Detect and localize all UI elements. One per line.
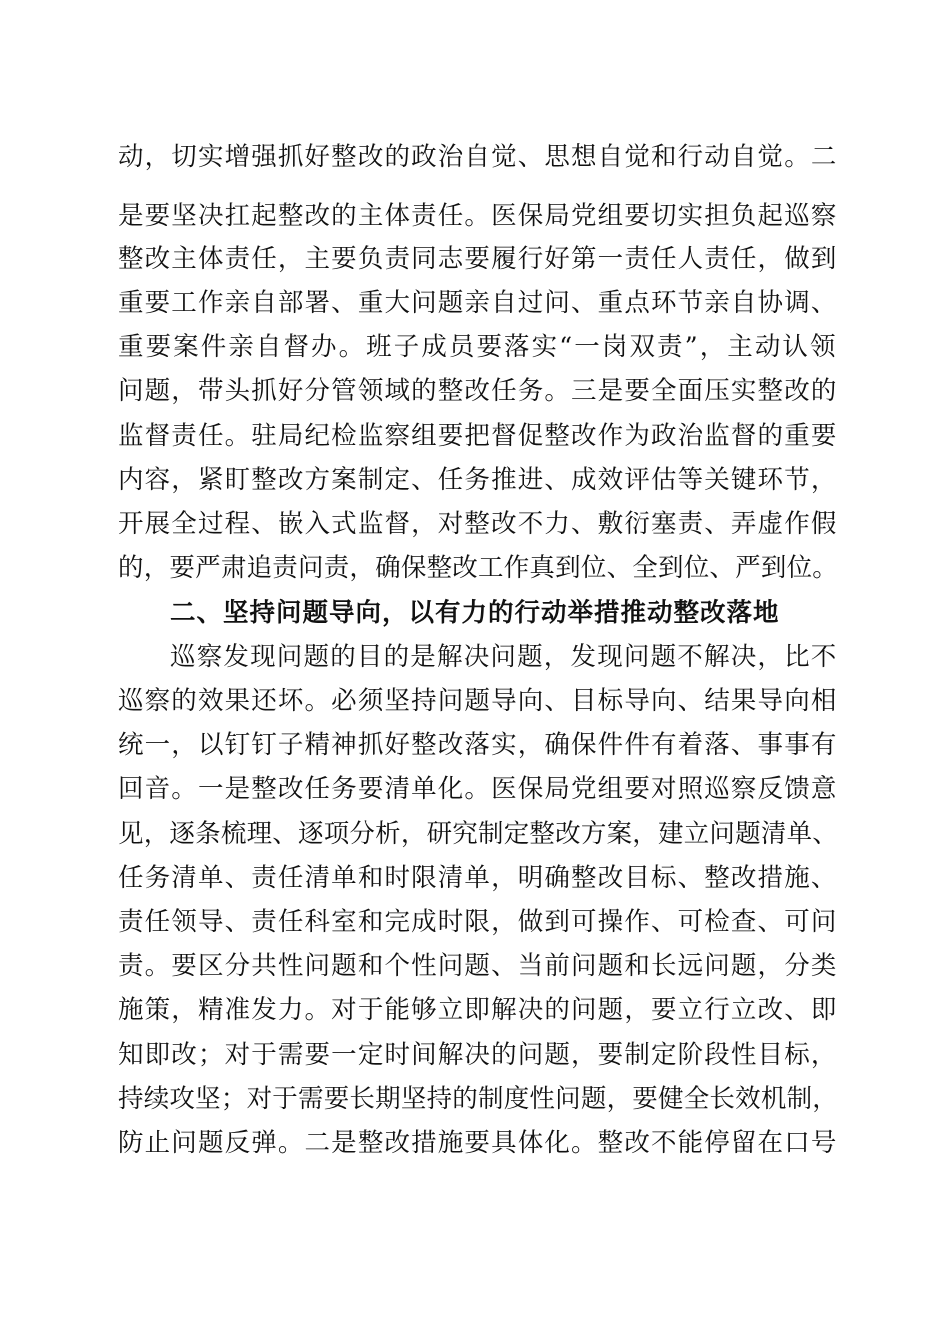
paragraph-2-line-12: 防止问题反弹。二是整改措施要具体化。整改不能停留在口号 bbox=[118, 1128, 838, 1158]
paragraph-2-line-11: 持续攻坚；对于需要长期坚持的制度性问题，要健全长效机制， bbox=[118, 1084, 839, 1114]
paragraph-1-line-9: 开展全过程、嵌入式监督，对整改不力、敷衍塞责、弄虚作假 bbox=[118, 509, 838, 539]
paragraph-1-line-10: 的，要严肃追责问责，确保整改工作真到位、全到位、严到位。 bbox=[118, 553, 839, 583]
paragraph-1-line-8: 内容，紧盯整改方案制定、任务推进、成效评估等关键环节， bbox=[118, 465, 838, 495]
paragraph-1-line-5: 重要案件亲自督办。班子成员要落实“一岗双责”，主动认领 bbox=[118, 332, 838, 362]
paragraph-2-line-9: 施策，精准发力。对于能够立即解决的问题，要立行立改、即 bbox=[118, 995, 838, 1025]
paragraph-2-line-3: 统一，以钉钉子精神抓好整改落实，确保件件有着落、事事有 bbox=[118, 730, 838, 760]
paragraph-2-line-4: 回音。一是整改任务要清单化。医保局党组要对照巡察反馈意 bbox=[118, 774, 838, 804]
paragraph-1-line-1: 动，切实增强抓好整改的政治自觉、思想自觉和行动自觉。二 bbox=[118, 142, 838, 172]
paragraph-2-line-6: 任务清单、责任清单和时限清单，明确整改目标、整改措施、 bbox=[118, 863, 838, 893]
paragraph-1-line-7: 监督责任。驻局纪检监察组要把督促整改作为政治监督的重要 bbox=[118, 421, 838, 451]
section-heading: 二、坚持问题导向，以有力的行动举措推动整改落地 bbox=[170, 598, 780, 628]
paragraph-2-line-1: 巡察发现问题的目的是解决问题，发现问题不解决，比不 bbox=[170, 642, 838, 672]
paragraph-1-line-2: 是要坚决扛起整改的主体责任。医保局党组要切实担负起巡察 bbox=[118, 201, 838, 231]
paragraph-2-line-7: 责任领导、责任科室和完成时限，做到可操作、可检查、可问 bbox=[118, 907, 838, 937]
paragraph-2-line-8: 责。要区分共性问题和个性问题、当前问题和长远问题，分类 bbox=[118, 951, 838, 981]
paragraph-1-line-4: 重要工作亲自部署、重大问题亲自过问、重点环节亲自协调、 bbox=[118, 288, 838, 318]
paragraph-2-line-10: 知即改；对于需要一定时间解决的问题，要制定阶段性目标， bbox=[118, 1040, 838, 1070]
paragraph-1-line-6: 问题，带头抓好分管领域的整改任务。三是要全面压实整改的 bbox=[118, 376, 838, 406]
paragraph-2-line-2: 巡察的效果还坏。必须坚持问题导向、目标导向、结果导向相 bbox=[118, 686, 838, 716]
paragraph-1-line-3: 整改主体责任，主要负责同志要履行好第一责任人责任，做到 bbox=[118, 244, 838, 274]
paragraph-2-line-5: 见，逐条梳理、逐项分析，研究制定整改方案，建立问题清单、 bbox=[118, 819, 839, 849]
